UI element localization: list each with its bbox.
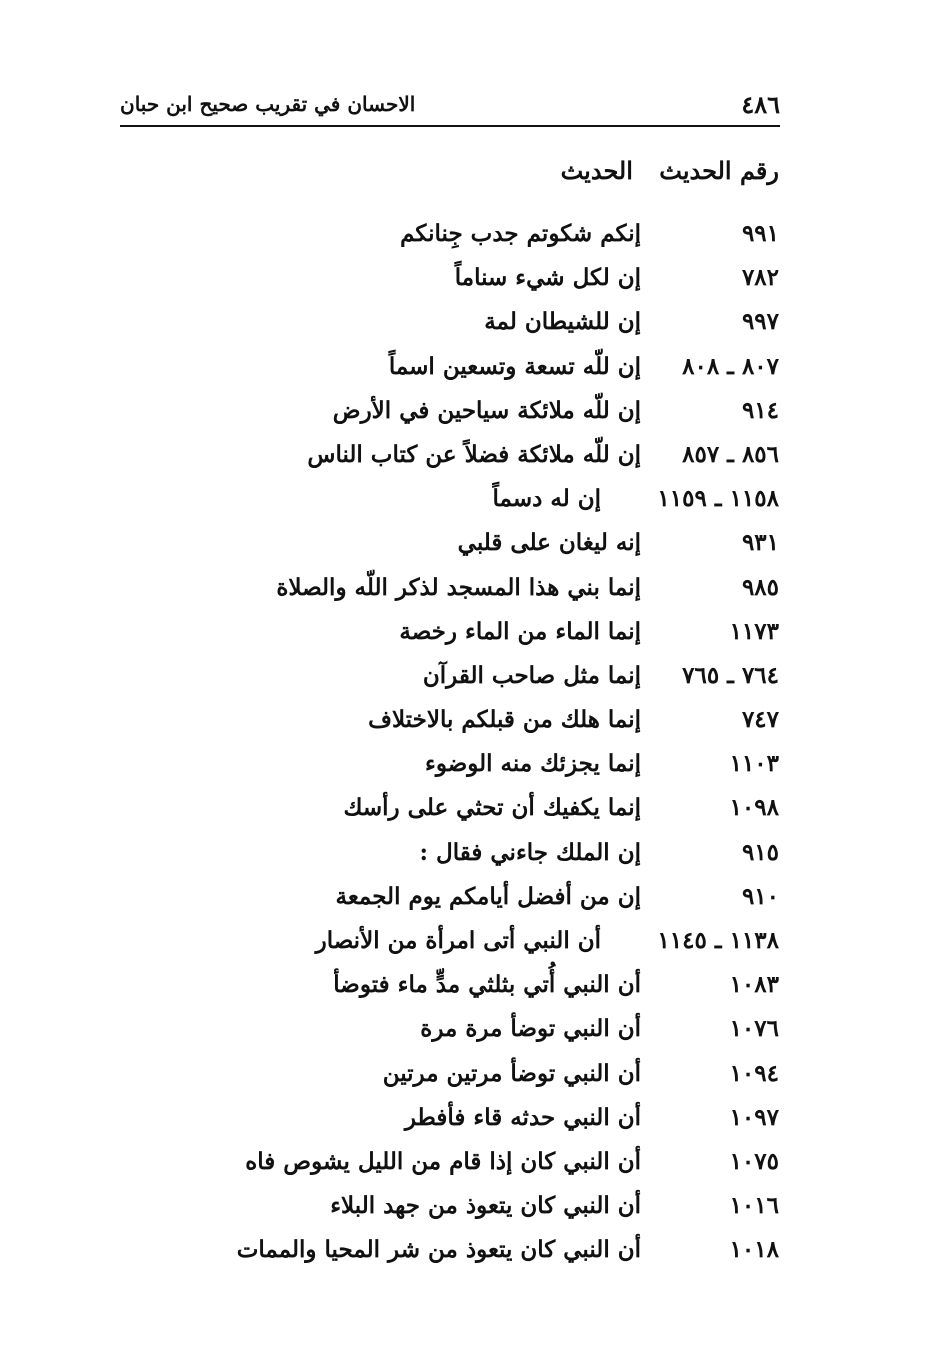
column-header-hadith: الحديث bbox=[560, 156, 633, 185]
hadith-number: ١٠٧٥ bbox=[729, 1147, 779, 1175]
list-item bbox=[219, 831, 779, 875]
list-item bbox=[219, 1096, 779, 1140]
list-item bbox=[219, 477, 779, 521]
list-item bbox=[219, 1052, 779, 1096]
hadith-text: إن للّه ملائكة سياحين في الأرض bbox=[332, 396, 641, 424]
list-item bbox=[219, 654, 779, 698]
hadith-text: أن النبي كان يتعوذ من جهد البلاء bbox=[330, 1192, 641, 1220]
hadith-text: أن النبي توضأ مرة مرة bbox=[420, 1015, 641, 1043]
list-item bbox=[219, 875, 779, 919]
list-item bbox=[219, 345, 779, 389]
hadith-number: ١٠١٨ bbox=[729, 1236, 779, 1264]
hadith-text: أن النبي كان إذا قام من الليل يشوص فاه bbox=[245, 1147, 641, 1175]
hadith-number: ١١٧٣ bbox=[729, 617, 779, 645]
hadith-text: إنه ليغان على قلبي bbox=[457, 529, 641, 557]
hadith-number: ٩٩١ bbox=[741, 220, 779, 247]
hadith-text: إن للّه ملائكة فضلاً عن كتاب الناس bbox=[307, 440, 641, 468]
hadith-number: ١٠٩٨ bbox=[729, 794, 779, 822]
page-header bbox=[120, 86, 780, 122]
list-item bbox=[219, 212, 779, 256]
list-item bbox=[219, 698, 779, 742]
hadith-text: أن النبي حدثه قاء فأفطر bbox=[404, 1103, 641, 1131]
hadith-number: ٧٤٧ bbox=[741, 706, 779, 734]
hadith-text: إنما يكفيك أن تحثي على رأسك bbox=[343, 794, 641, 822]
hadith-text: إنما الماء من الماء رخصة bbox=[399, 617, 641, 645]
hadith-text: إنكم شكوتم جدب جِنانكم bbox=[400, 220, 641, 247]
list-item bbox=[219, 610, 779, 654]
list-item bbox=[219, 963, 779, 1007]
list-item bbox=[219, 742, 779, 786]
hadith-text: إنما بني هذا المسجد لذكر اللّه والصلاة bbox=[276, 573, 641, 601]
hadith-text: أن النبي توضأ مرتين مرتين bbox=[382, 1059, 641, 1087]
hadith-number: ١١٥٨ ـ ١١٥٩ bbox=[657, 485, 779, 513]
hadith-number: ٨٥٦ ـ ٨٥٧ bbox=[682, 440, 779, 468]
list-item bbox=[219, 1228, 779, 1272]
hadith-number: ٧٦٤ ـ ٧٦٥ bbox=[682, 661, 779, 689]
hadith-text: إن له دسماً bbox=[492, 485, 601, 513]
hadith-number: ٩٩٧ bbox=[741, 308, 779, 336]
hadith-index-list bbox=[219, 212, 779, 1273]
hadith-number: ١٠٨٣ bbox=[729, 971, 779, 999]
column-headers bbox=[561, 156, 779, 185]
hadith-number: ١١٠٣ bbox=[729, 750, 779, 778]
list-item bbox=[219, 389, 779, 433]
hadith-number: ٩١٠ bbox=[741, 882, 779, 910]
hadith-text: إن للّه تسعة وتسعين اسماً bbox=[388, 352, 641, 380]
hadith-number: ١٠٩٤ bbox=[729, 1059, 779, 1087]
hadith-text: إن للشيطان لمة bbox=[484, 308, 641, 336]
list-item bbox=[219, 521, 779, 565]
hadith-number: ١٠٩٧ bbox=[729, 1103, 779, 1131]
hadith-number: ١١٣٨ ـ ١١٤٥ bbox=[657, 927, 779, 954]
hadith-text: أن النبي أُتي بثلثي مدٍّ ماء فتوضأ bbox=[333, 971, 641, 999]
header-divider bbox=[120, 125, 780, 127]
hadith-text: إن لكل شيء سناماً bbox=[454, 264, 641, 292]
hadith-text: إنما يجزئك منه الوضوء bbox=[425, 750, 641, 778]
list-item bbox=[219, 300, 779, 344]
hadith-text: أن النبي أتى امرأة من الأنصار bbox=[315, 927, 601, 954]
list-item bbox=[219, 1184, 779, 1228]
hadith-text: إن الملك جاءني فقال : bbox=[419, 838, 641, 866]
hadith-number: ٨٠٧ ـ ٨٠٨ bbox=[682, 352, 779, 380]
list-item bbox=[219, 786, 779, 830]
list-item bbox=[219, 256, 779, 300]
hadith-number: ٩٣١ bbox=[741, 529, 779, 557]
hadith-number: ٩٨٥ bbox=[741, 573, 779, 601]
list-item bbox=[219, 433, 779, 477]
page-number: ٤٨٦ bbox=[741, 90, 780, 119]
hadith-number: ٩١٤ bbox=[741, 396, 779, 424]
list-item bbox=[219, 566, 779, 610]
hadith-number: ٩١٥ bbox=[741, 838, 779, 866]
hadith-number: ١٠٧٦ bbox=[729, 1015, 779, 1043]
hadith-number: ١٠١٦ bbox=[729, 1192, 779, 1220]
hadith-number: ٧٨٢ bbox=[741, 264, 779, 292]
list-item bbox=[219, 1140, 779, 1184]
list-item bbox=[219, 919, 779, 963]
hadith-text: أن النبي كان يتعوذ من شر المحيا والممات bbox=[236, 1236, 641, 1264]
hadith-text: إنما هلك من قبلكم بالاختلاف bbox=[368, 706, 641, 734]
hadith-text: إنما مثل صاحب القرآن bbox=[422, 661, 641, 689]
list-item bbox=[219, 1007, 779, 1051]
running-title: الاحسان في تقريب صحيح ابن حبان bbox=[120, 92, 416, 116]
column-header-number: رقم الحديث bbox=[659, 156, 779, 185]
hadith-text: إن من أفضل أيامكم يوم الجمعة bbox=[335, 882, 641, 910]
